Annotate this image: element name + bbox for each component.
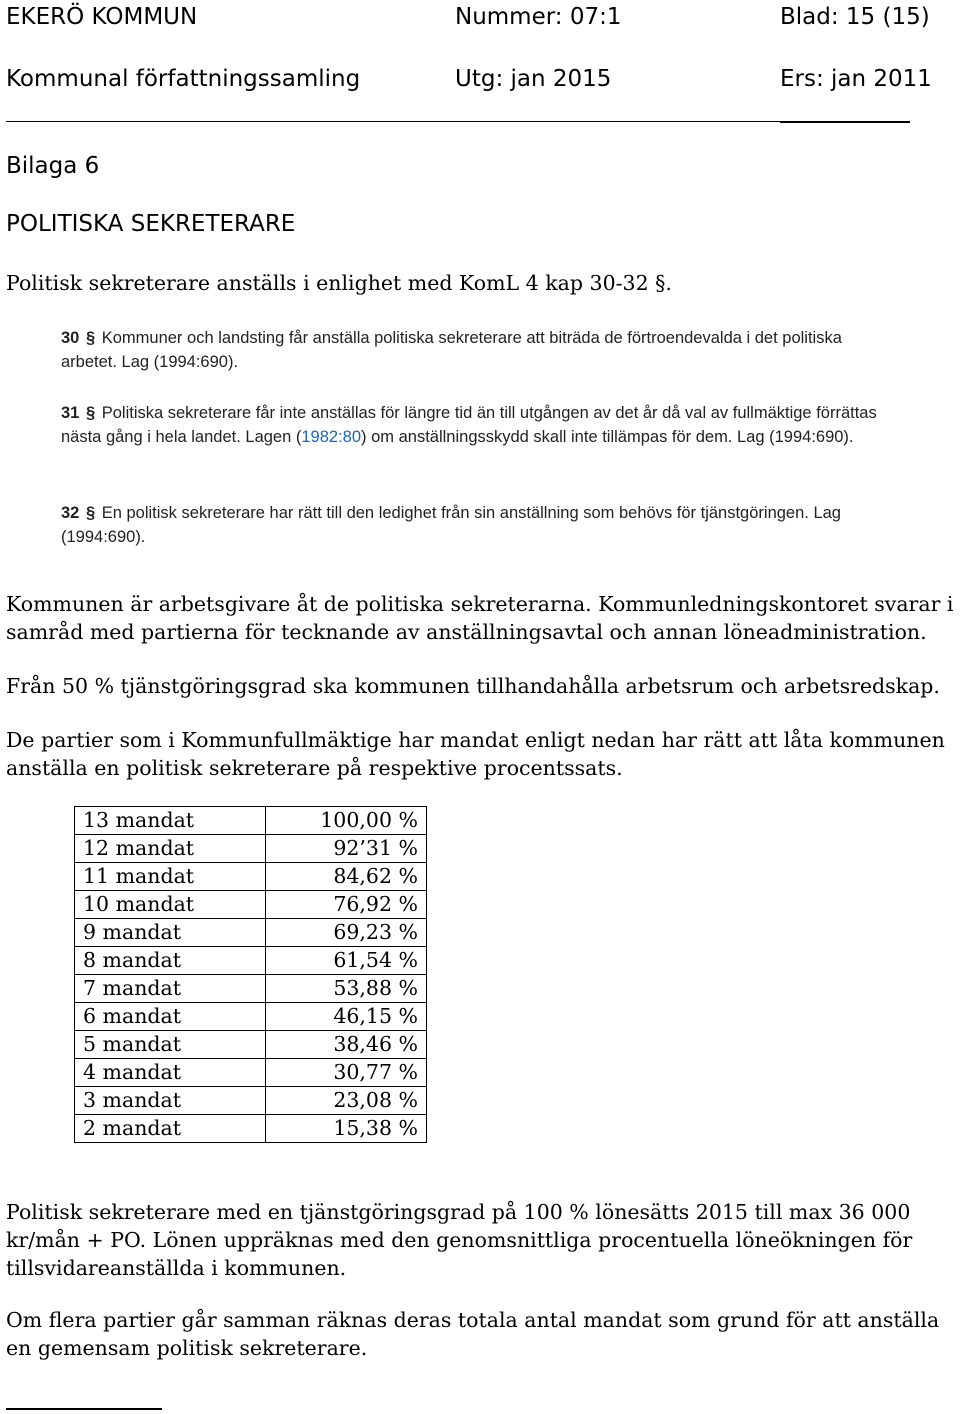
law-section-32: [61, 501, 881, 549]
section-text: Politiska sekreterare får inte anställas för längre tid än till utgången av det år då val av fullmäktige förrättas nästa gång i hela landet. Lagen (: [61, 404, 877, 446]
percent-cell: 23,08 %: [266, 1087, 427, 1115]
table-row: [75, 863, 427, 891]
table-row: [75, 919, 427, 947]
section-text: En politisk sekreterare har rätt till den ledighet från sin anställning som behövs för tjänstgöringen. Lag (1994:690).: [61, 504, 841, 546]
appendix-label: Bilaga 6: [6, 153, 100, 179]
salary-paragraph: Politisk sekreterare med en tjänstgöringsgrad på 100 % lönesätts 2015 till max 36 000 kr/mån + PO. Lönen uppräknas med den genomsnittliga procentuella löneökningen för tillsvidareanställda i kommunen.: [6, 1200, 913, 1280]
paragraph-sign: §: [85, 404, 96, 422]
mandate-cell: 6 mandat: [75, 1003, 266, 1031]
percent-cell: 30,77 %: [266, 1059, 427, 1087]
percent-cell: 69,23 %: [266, 919, 427, 947]
eligibility-paragraph: De partier som i Kommunfullmäktige har mandat enligt nedan har rätt att låta kommunen anställa en politisk sekreterare på respektive procentssats.: [6, 728, 945, 780]
header-collection: Kommunal författningssamling: [6, 66, 361, 92]
law-section-30: [61, 326, 881, 374]
mandate-cell: 11 mandat: [75, 863, 266, 891]
header-org: EKERÖ KOMMUN: [6, 4, 198, 30]
percent-cell: 53,88 %: [266, 975, 427, 1003]
header-issued: Utg: jan 2015: [455, 66, 612, 92]
page-title: POLITISKA SEKRETERARE: [6, 211, 296, 237]
paragraph-sign: §: [85, 329, 96, 347]
percent-cell: 100,00 %: [266, 807, 427, 835]
section-number: 32: [61, 504, 80, 522]
section-number: 31: [61, 404, 80, 422]
mandate-cell: 10 mandat: [75, 891, 266, 919]
paragraph-sign: §: [85, 504, 96, 522]
mandate-cell: 8 mandat: [75, 947, 266, 975]
mandate-cell: 9 mandat: [75, 919, 266, 947]
table-row: [75, 835, 427, 863]
percent-cell: 15,38 %: [266, 1115, 427, 1143]
percent-cell: 84,62 %: [266, 863, 427, 891]
law-section-31: [61, 401, 881, 449]
percent-cell: 76,92 %: [266, 891, 427, 919]
footnote-rule: [6, 1408, 162, 1410]
header-rule-accent: [780, 121, 910, 123]
header-sheet: Blad: 15 (15): [780, 4, 930, 30]
header-number: Nummer: 07:1: [455, 4, 622, 30]
header-rule: [6, 121, 910, 122]
mandate-cell: 5 mandat: [75, 1031, 266, 1059]
joint-parties-paragraph: Om flera partier går samman räknas deras totala antal mandat som grund för att anställa en gemensam politisk sekreterare.: [6, 1308, 940, 1360]
section-text: Kommuner och landsting får anställa politiska sekreterare att biträda de förtroendevalda i det politiska arbetet. Lag (1994:690).: [61, 329, 842, 371]
table-row: [75, 807, 427, 835]
mandate-table: [74, 806, 427, 1143]
table-row: [75, 975, 427, 1003]
percent-cell: 61,54 %: [266, 947, 427, 975]
mandate-cell: 2 mandat: [75, 1115, 266, 1143]
percent-cell: 38,46 %: [266, 1031, 427, 1059]
table-row: [75, 1031, 427, 1059]
section-text-cont: ) om anställningsskydd skall inte tillämpas för dem. Lag (1994:690).: [361, 428, 854, 446]
employer-paragraph: Kommunen är arbetsgivare åt de politiska sekreterarna. Kommunledningskontoret svarar i samråd med partierna för tecknande av anställningsavtal och annan löneadministration.: [6, 592, 954, 644]
table-row: [75, 947, 427, 975]
mandate-cell: 12 mandat: [75, 835, 266, 863]
workspace-paragraph: Från 50 % tjänstgöringsgrad ska kommunen tillhandahålla arbetsrum och arbetsredskap.: [6, 674, 940, 698]
header-replaces: Ers: jan 2011: [780, 66, 932, 92]
table-row: [75, 1003, 427, 1031]
percent-cell: 46,15 %: [266, 1003, 427, 1031]
section-number: 30: [61, 329, 80, 347]
table-row: [75, 1115, 427, 1143]
mandate-cell: 7 mandat: [75, 975, 266, 1003]
mandate-cell: 3 mandat: [75, 1087, 266, 1115]
intro-paragraph: Politisk sekreterare anställs i enlighet med KomL 4 kap 30-32 §.: [6, 271, 672, 295]
percent-cell: 92’31 %: [266, 835, 427, 863]
mandate-cell: 4 mandat: [75, 1059, 266, 1087]
mandate-cell: 13 mandat: [75, 807, 266, 835]
table-row: [75, 891, 427, 919]
law-reference-link[interactable]: 1982:80: [301, 428, 362, 446]
table-row: [75, 1087, 427, 1115]
table-row: [75, 1059, 427, 1087]
